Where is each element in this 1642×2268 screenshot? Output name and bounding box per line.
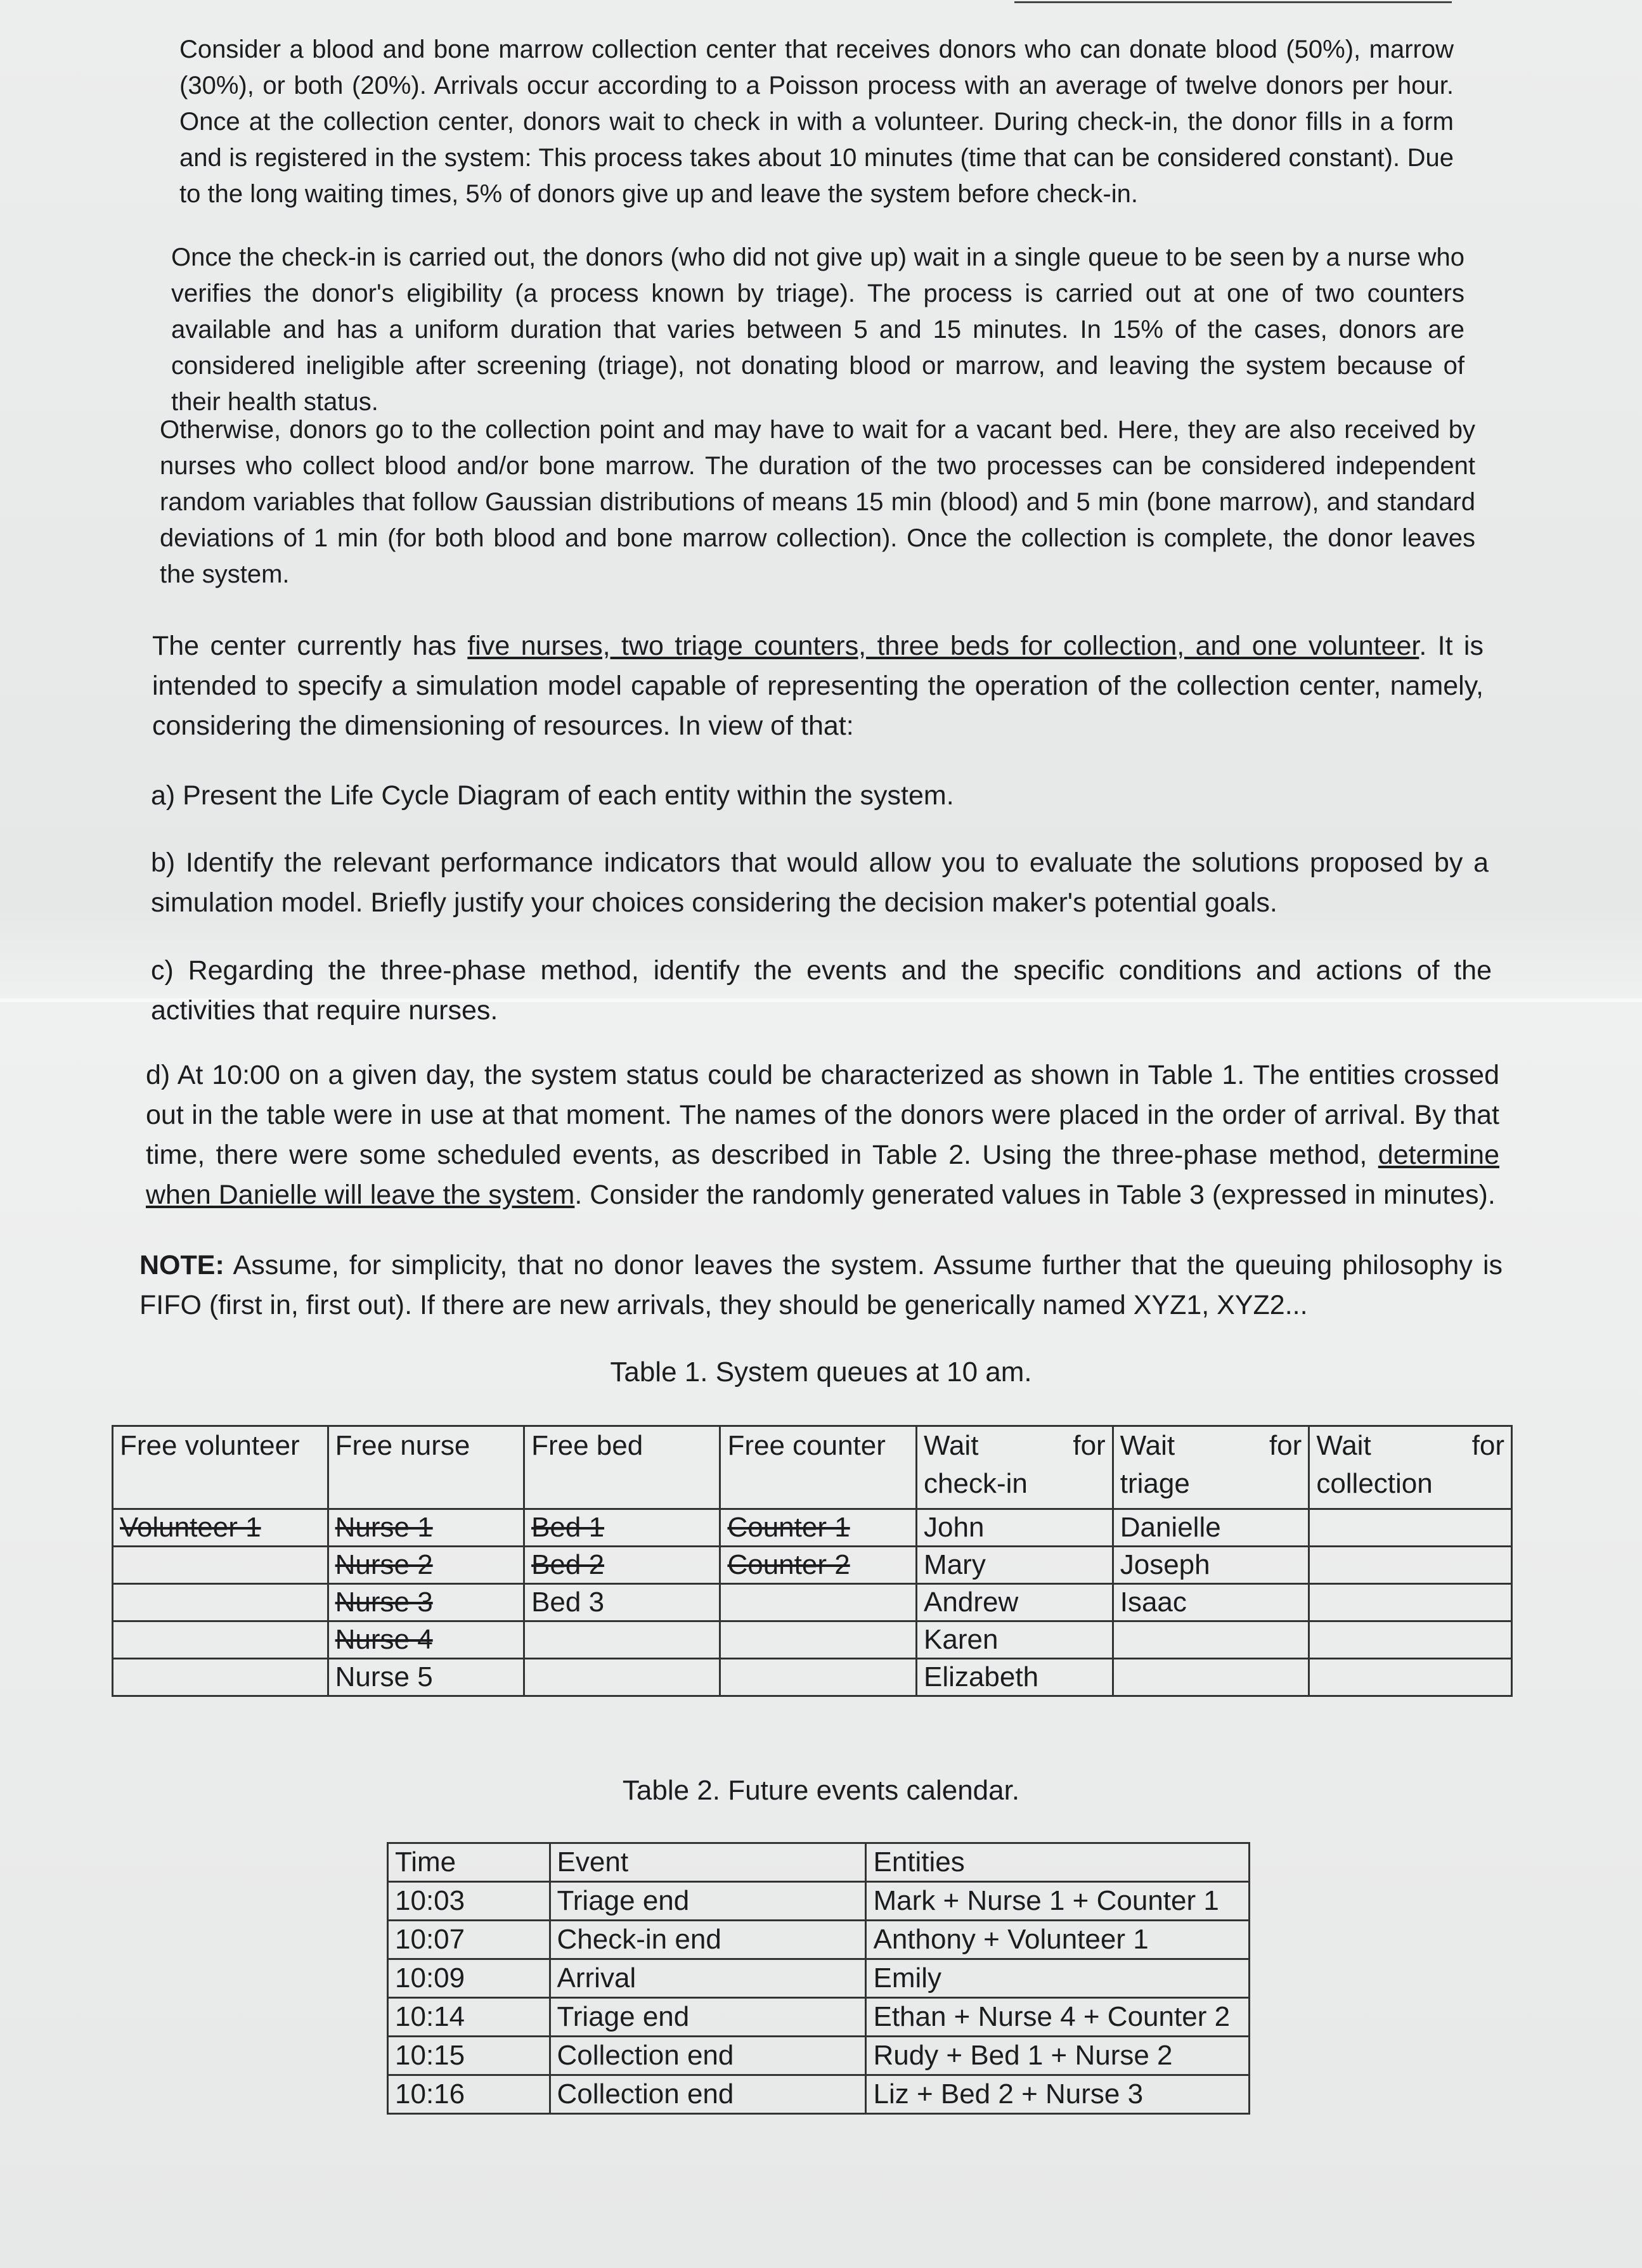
checkin-queue-cell: John bbox=[917, 1509, 1113, 1547]
checkin-queue-cell: Karen bbox=[917, 1621, 1113, 1659]
para4-resources: five nurses, two triage counters, three beds for collection, and one volunteer bbox=[467, 631, 1419, 661]
table-row bbox=[113, 1621, 1512, 1659]
collection-queue-cell bbox=[1309, 1621, 1512, 1659]
nurse-cell: Nurse 2 bbox=[328, 1547, 524, 1584]
collection-queue-cell bbox=[1309, 1584, 1512, 1621]
question-b: b) Identify the relevant performance indicators that would allow you to evaluate the solutions proposed by a simulation model. Briefly justify your choices considering the decision maker's potential goals. bbox=[151, 847, 1489, 918]
table2-caption: Table 2. Future events calendar. bbox=[622, 1775, 1020, 1806]
triage-queue-cell: Isaac bbox=[1113, 1584, 1309, 1621]
table-row bbox=[113, 1547, 1512, 1584]
bed-cell: Bed 3 bbox=[524, 1584, 720, 1621]
header-time: Time bbox=[388, 1843, 550, 1882]
table-row bbox=[388, 2075, 1250, 2114]
question-d-pre: d) At 10:00 on a given day, the system status could be characterized as shown in Table 1. The entities crossed out in the table were in use at that moment. The names of the donors were placed in the order of arrival. By that time, there were some scheduled events, as described in Table 2. Using the three-phase method, bbox=[146, 1060, 1499, 1170]
table-row bbox=[388, 1921, 1250, 1959]
collection-queue-cell bbox=[1309, 1547, 1512, 1584]
checkin-queue-cell: Elizabeth bbox=[917, 1659, 1113, 1696]
system-queues-table bbox=[112, 1425, 1513, 1697]
event-time: 10:03 bbox=[388, 1882, 550, 1921]
nurse-cell: Nurse 1 bbox=[328, 1509, 524, 1547]
table1-caption: Table 1. System queues at 10 am. bbox=[610, 1356, 1032, 1388]
event-entities: Liz + Bed 2 + Nurse 3 bbox=[866, 2075, 1250, 2114]
checkin-queue-cell: Mary bbox=[917, 1547, 1113, 1584]
bed-cell: Bed 2 bbox=[524, 1547, 720, 1584]
table-row bbox=[113, 1509, 1512, 1547]
header-entities: Entities bbox=[866, 1843, 1250, 1882]
event-name: Check-in end bbox=[550, 1921, 866, 1959]
event-entities: Rudy + Bed 1 + Nurse 2 bbox=[866, 2037, 1250, 2075]
bed-cell bbox=[524, 1659, 720, 1696]
volunteer-cell bbox=[113, 1584, 328, 1621]
event-time: 10:15 bbox=[388, 2037, 550, 2075]
triage-queue-cell: Danielle bbox=[1113, 1509, 1309, 1547]
header-event: Event bbox=[550, 1843, 866, 1882]
nurse-cell: Nurse 4 bbox=[328, 1621, 524, 1659]
top-rule bbox=[1014, 1, 1452, 3]
header-free-volunteer: Free volunteer bbox=[113, 1426, 328, 1509]
event-time: 10:16 bbox=[388, 2075, 550, 2114]
event-name: Collection end bbox=[550, 2075, 866, 2114]
paragraph-2: Once the check-in is carried out, the donors (who did not give up) wait in a single queue to be seen by a nurse who verifies the donor's eligibility (a process known by triage). The process is carried out at one of two counters available and has a uniform duration that varies between 5 and 15 minutes. In 15% of the cases, donors are considered ineligible after screening (triage), not donating blood or marrow, and leaving the system because of their health status. bbox=[171, 243, 1464, 416]
triage-queue-cell: Joseph bbox=[1113, 1547, 1309, 1584]
event-entities: Emily bbox=[866, 1959, 1250, 1998]
future-events-table bbox=[387, 1842, 1250, 2115]
note bbox=[139, 1246, 1503, 1325]
table-row bbox=[113, 1584, 1512, 1621]
counter-cell bbox=[720, 1659, 917, 1696]
question-c: c) Regarding the three-phase method, identify the events and the specific conditions and actions of the activities that require nurses. bbox=[151, 955, 1492, 1026]
triage-queue-cell bbox=[1113, 1621, 1309, 1659]
question-a: a) Present the Life Cycle Diagram of each entity within the system. bbox=[151, 780, 954, 811]
header-free-bed: Free bed bbox=[524, 1426, 720, 1509]
note-text: Assume, for simplicity, that no donor leaves the system. Assume further that the queuing philosophy is FIFO (first in, first out). If there are new arrivals, they should be generically named XYZ1, XYZ2... bbox=[139, 1250, 1503, 1320]
paragraph-3: Otherwise, donors go to the collection point and may have to wait for a vacant bed. Here, they are also received by nurses who collect blood and/or bone marrow. The duration of the two processes can be considered independent random variables that follow Gaussian distributions of means 15 min (blood) and 5 min (bone marrow), and standard deviations of 1 min (for both blood and bone marrow collection). Once the collection is complete, the donor leaves the system. bbox=[160, 416, 1475, 588]
volunteer-cell bbox=[113, 1547, 328, 1584]
header-wait-checkin: Wait for check-in bbox=[917, 1426, 1113, 1509]
event-name: Collection end bbox=[550, 2037, 866, 2075]
event-entities: Mark + Nurse 1 + Counter 1 bbox=[866, 1882, 1250, 1921]
para4-pre: The center currently has bbox=[152, 631, 468, 661]
event-time: 10:14 bbox=[388, 1998, 550, 2037]
bed-cell: Bed 1 bbox=[524, 1509, 720, 1547]
note-label: NOTE: bbox=[139, 1250, 224, 1280]
collection-queue-cell bbox=[1309, 1659, 1512, 1696]
table-row bbox=[388, 1959, 1250, 1998]
para4-post: . It is intended to specify a simulation model capable of representing the operation of the collection center, namely, considering the dimensioning of resources. In view of that: bbox=[152, 631, 1484, 741]
triage-queue-cell bbox=[1113, 1659, 1309, 1696]
paragraph-1: Consider a blood and bone marrow collection center that receives donors who can donate blood (50%), marrow (30%), or both (20%). Arrivals occur according to a Poisson process with an average of twelve donors per hour. Once at the collection center, donors wait to check in with a volunteer. During check-in, the donor fills in a form and is registered in the system: This process takes about 10 minutes (time that can be considered constant). Due to the long waiting times, 5% of donors give up and leave the system before check-in. bbox=[179, 35, 1454, 208]
event-name: Triage end bbox=[550, 1998, 866, 2037]
event-time: 10:09 bbox=[388, 1959, 550, 1998]
collection-queue-cell bbox=[1309, 1509, 1512, 1547]
question-d-target: determine when Danielle will leave the system bbox=[146, 1140, 1499, 1210]
volunteer-cell bbox=[113, 1659, 328, 1696]
table2-header-row bbox=[388, 1843, 1250, 1882]
question-d bbox=[146, 1055, 1499, 1215]
question-d-post: . Consider the randomly generated values in Table 3 (expressed in minutes). bbox=[574, 1180, 1496, 1210]
nurse-cell: Nurse 3 bbox=[328, 1584, 524, 1621]
event-entities: Anthony + Volunteer 1 bbox=[866, 1921, 1250, 1959]
header-wait-collection: Wait for collection bbox=[1309, 1426, 1512, 1509]
counter-cell bbox=[720, 1584, 917, 1621]
table-row bbox=[388, 2037, 1250, 2075]
volunteer-cell: Volunteer 1 bbox=[113, 1509, 328, 1547]
event-name: Triage end bbox=[550, 1882, 866, 1921]
nurse-cell: Nurse 5 bbox=[328, 1659, 524, 1696]
table1-header-row bbox=[113, 1426, 1512, 1509]
event-name: Arrival bbox=[550, 1959, 866, 1998]
header-wait-triage: Wait for triage bbox=[1113, 1426, 1309, 1509]
volunteer-cell bbox=[113, 1621, 328, 1659]
checkin-queue-cell: Andrew bbox=[917, 1584, 1113, 1621]
event-entities: Ethan + Nurse 4 + Counter 2 bbox=[866, 1998, 1250, 2037]
paragraph-4 bbox=[152, 626, 1484, 746]
bed-cell bbox=[524, 1621, 720, 1659]
counter-cell bbox=[720, 1621, 917, 1659]
counter-cell: Counter 1 bbox=[720, 1509, 917, 1547]
table-row bbox=[388, 1882, 1250, 1921]
table-row bbox=[113, 1659, 1512, 1696]
header-free-nurse: Free nurse bbox=[328, 1426, 524, 1509]
table-row bbox=[388, 1998, 1250, 2037]
counter-cell: Counter 2 bbox=[720, 1547, 917, 1584]
header-free-counter: Free counter bbox=[720, 1426, 917, 1509]
event-time: 10:07 bbox=[388, 1921, 550, 1959]
